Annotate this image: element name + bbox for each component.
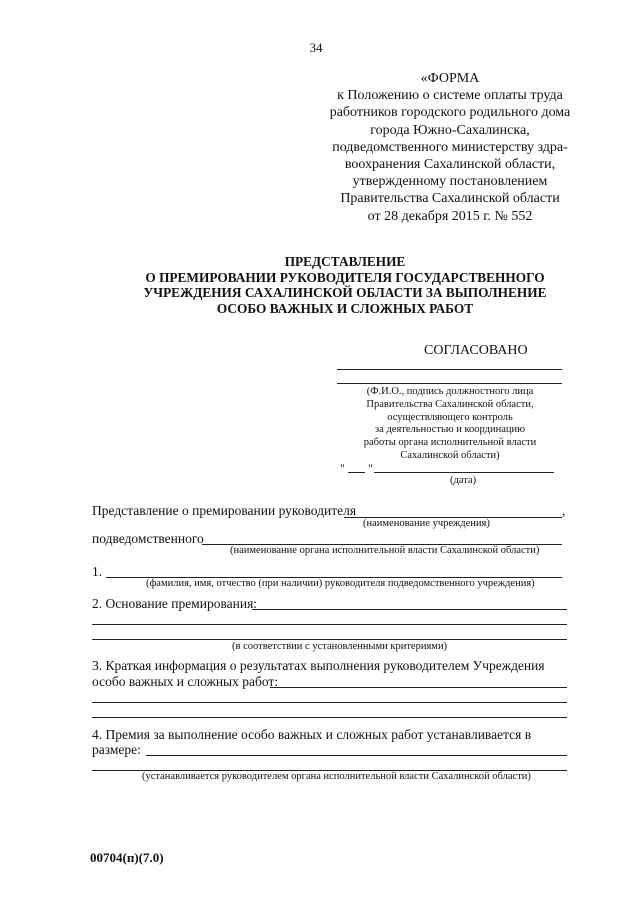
date-day-field[interactable] [348,472,365,473]
date-caption: (дата) [450,475,477,486]
institution-caption: (наименование учреждения) [363,518,490,529]
title-line: О ПРЕМИРОВАНИИ РУКОВОДИТЕЛЯ ГОСУДАРСТВЕННОГО [145,269,545,285]
subordinate-label: подведомственного [92,531,204,546]
approval-line-2[interactable] [337,383,562,384]
header-line: работников городского родильного дома [329,105,571,121]
item2-label: 2. Основание премирования: [92,596,258,611]
footer-code: 00704(п)(7.0) [90,850,164,865]
item3-line2: особо важных и сложных работ: [92,674,279,689]
header-line: Правительства Сахалинской области [340,191,560,207]
basis-field-1[interactable] [252,609,567,610]
item4-line2: размере: [92,742,141,757]
intro-comma: , [562,503,566,518]
head-caption: (фамилия, имя, отчество (при наличии) руководителя подведомственного учреждения) [146,578,535,589]
date-quote-open: " [340,461,345,475]
results-field-2[interactable] [92,702,567,703]
item3-line1: 3. Краткая информация о результатах выполнения руководителем Учреждения [92,658,545,673]
header-line: подведомственного министерству здра- [332,139,568,155]
header-line: «ФОРМА [420,71,480,86]
item1-label: 1. [92,564,103,579]
approval-label: СОГЛАСОВАНО [424,343,528,358]
date-field[interactable] [374,472,554,473]
document-title [60,254,630,316]
date-quote-close: " [368,461,373,475]
page-number: 34 [309,40,323,55]
form-header [300,70,600,225]
approval-line-1[interactable] [337,369,562,370]
caption-line: осуществляющего контроль [387,411,513,423]
caption-line: Сахалинской области) [400,449,500,461]
title-line: ОСОБО ВАЖНЫХ И СЛОЖНЫХ РАБОТ [216,300,474,316]
results-field-1[interactable] [270,687,567,688]
title-line: ПРЕДСТАВЛЕНИЕ [284,254,406,269]
header-line: города Южно-Сахалинска, [370,122,530,138]
header-line: утвержденному постановлением [352,174,548,190]
basis-field-2[interactable] [92,624,567,625]
criteria-caption: (в соответствии с установленными критериями) [232,641,448,652]
results-field-3[interactable] [92,717,567,718]
title-line: УЧРЕЖДЕНИЯ САХАЛИНСКОЙ ОБЛАСТИ ЗА ВЫПОЛНЕНИЕ [143,285,547,301]
authority-caption: (наименование органа исполнительной власти Сахалинской области) [230,545,540,556]
header-line: от 28 декабря 2015 г. № 552 [367,208,533,224]
header-line: воохранения Сахалинской области, [344,157,556,173]
item4-line1: 4. Премия за выполнение особо важных и сложных работ устанавливается в [92,727,532,742]
caption-line: работы органа исполнительной власти [363,437,537,449]
header-line: к Положению о системе оплаты труда [337,88,563,104]
basis-field-3[interactable] [92,639,567,640]
signatory-caption [335,386,565,463]
caption-line: Правительства Сахалинской области, [366,398,534,410]
amount-field-1[interactable] [146,755,567,756]
intro-label: Представление о премировании руководителя [92,503,357,518]
caption-line: за деятельностью и координацию [375,424,525,436]
caption-line: (Ф.И.О., подпись должностного лица [366,386,534,397]
amount-caption: (устанавливается руководителем органа исполнительной власти Сахалинской области) [142,771,531,782]
